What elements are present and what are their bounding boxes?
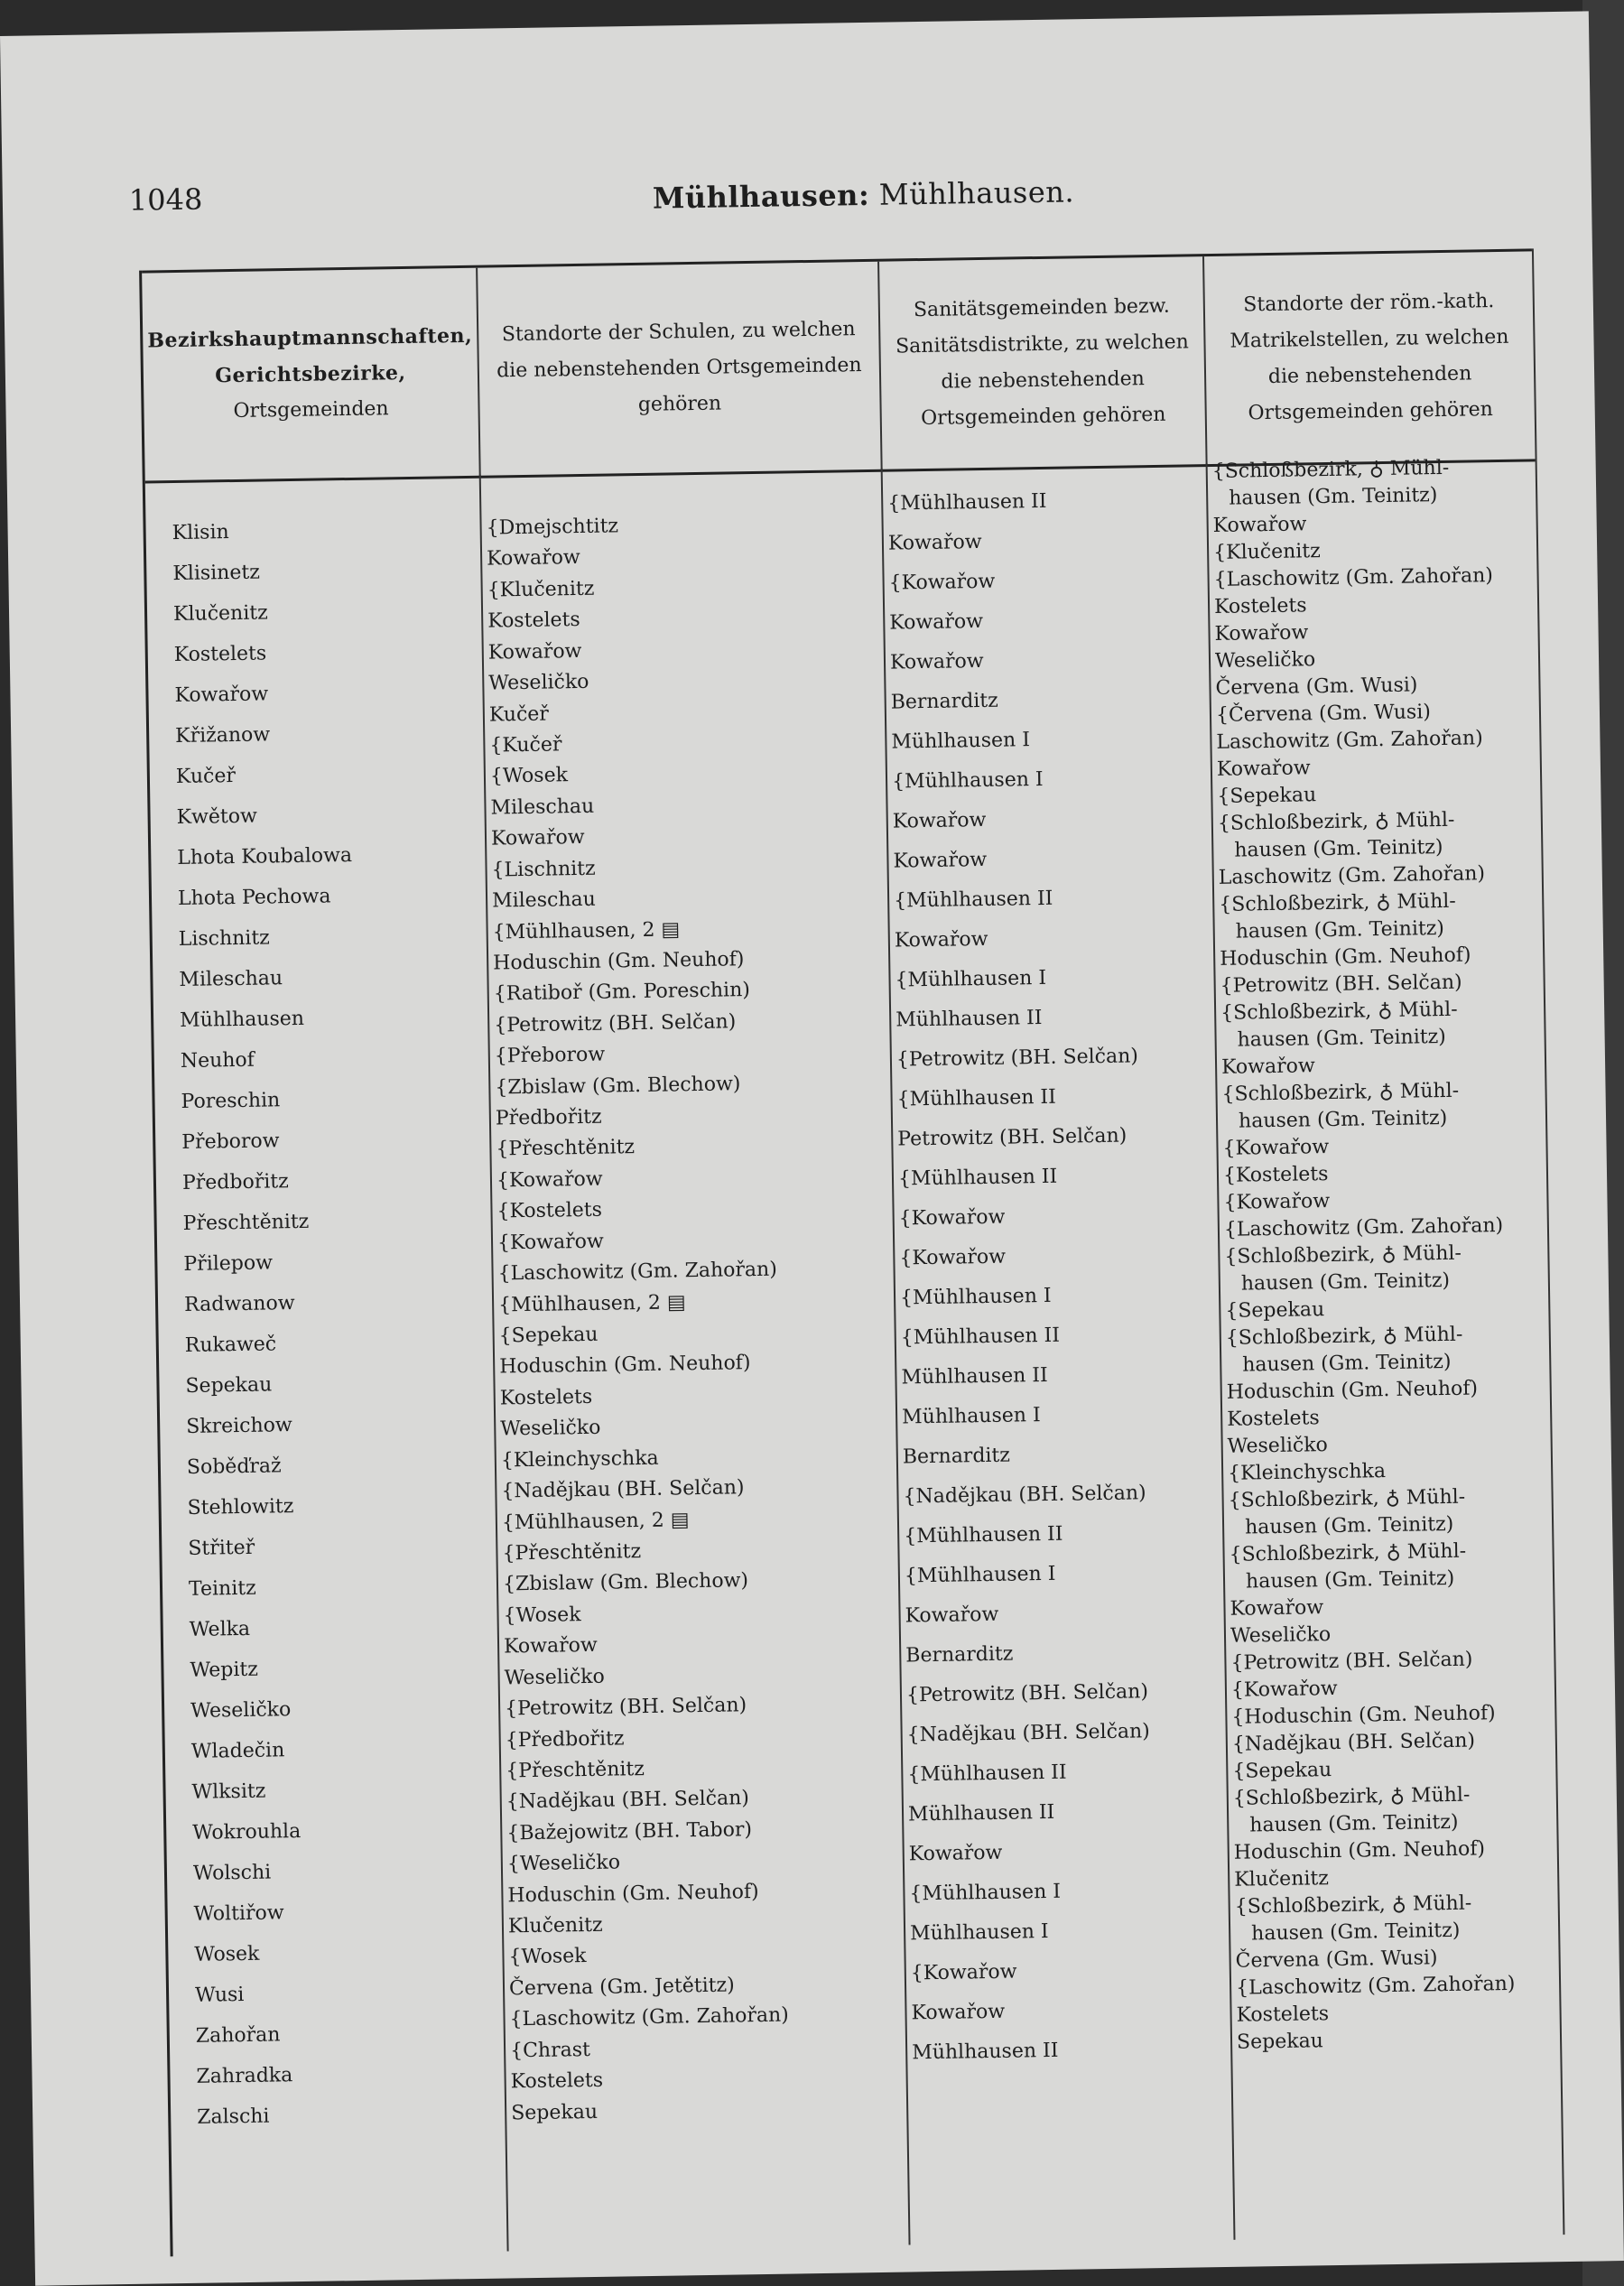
list-item: {Kowařow	[898, 1205, 1006, 1231]
list-item: Zalschi	[197, 2105, 270, 2129]
header-col1-line1: Bezirkshauptmannschaften,	[147, 323, 473, 353]
list-item: {Petrowitz (BH. Selčan)	[1230, 1648, 1473, 1675]
list-item: Kowařow	[486, 546, 580, 572]
list-item: Bernarditz	[902, 1444, 1011, 1469]
list-item: {Kowařow	[1223, 1190, 1331, 1214]
list-item: Kowařow	[1216, 757, 1311, 781]
list-item: Skreichow	[186, 1414, 292, 1438]
list-item: {Wosek	[503, 1603, 581, 1628]
list-item: Teinitz	[188, 1576, 256, 1601]
header-col2: Standorte der Schulen, zu welchen die nebenstehenden Ortsgemeinden gehören	[476, 262, 881, 476]
header-col4: Standorte der röm.-kath. Matrikelstellen, zu welchen die nebenstehenden Ortsgemeinden gehören	[1202, 251, 1536, 464]
list-item: {Kleinchyschka	[500, 1446, 659, 1473]
list-item: hausen (Gm. Teinitz)	[1237, 1025, 1446, 1052]
list-item: Sepekau	[1236, 2030, 1324, 2054]
list-item: {Mühlhausen II	[907, 1761, 1067, 1787]
list-item: Hoduschin (Gm. Neuhof)	[507, 1880, 759, 1908]
list-item: {Kučeř	[489, 733, 562, 757]
list-item: {Laschowitz (Gm. Zahořan)	[1223, 1214, 1504, 1241]
list-item: {Mühlhausen, 2 ▤	[501, 1508, 690, 1535]
list-item: Předbořitz	[495, 1105, 602, 1130]
list-item: Červena (Gm. Jetětitz)	[508, 1974, 735, 2001]
list-item: Wokrouhla	[192, 1820, 302, 1845]
list-item: hausen (Gm. Teinitz)	[1244, 1512, 1454, 1539]
list-item: Kučeř	[488, 702, 550, 727]
list-item: {Lischnitz	[491, 857, 596, 882]
list-item: Kostelets	[1213, 594, 1307, 618]
list-item: {Přeschtěnitz	[506, 1757, 645, 1783]
list-item: Kowařow	[174, 683, 269, 708]
list-item: {Laschowitz (Gm. Zahořan)	[1213, 564, 1494, 591]
list-item: Kowařow	[893, 848, 988, 873]
list-item: Kowařow	[487, 639, 582, 664]
list-item: {Kostelets	[1222, 1163, 1329, 1187]
list-item: Poreschin	[181, 1089, 281, 1113]
list-item: Mühlhausen II	[912, 2039, 1059, 2065]
list-item: Lhota Koubalowa	[177, 843, 353, 870]
list-item: Hoduschin (Gm. Neuhof)	[499, 1352, 751, 1379]
list-item: Neuhof	[180, 1048, 255, 1073]
list-item: Střiteř	[188, 1536, 255, 1560]
header-col1-line3: Ortsgemeinden	[233, 397, 389, 423]
list-item: {Schloßbezirk, ♁ Mühl-	[1219, 889, 1456, 916]
list-item: {Laschowitz (Gm. Zahořan)	[1235, 1972, 1516, 2000]
list-item: Wusi	[194, 1984, 245, 2007]
list-item: {Schloßbezirk, ♁ Mühl-	[1234, 1891, 1472, 1919]
list-item: {Kowařow	[899, 1245, 1007, 1270]
list-item: {Chrast	[509, 2038, 591, 2063]
list-item: {Mühlhausen II	[904, 1522, 1063, 1548]
list-item: Bernarditz	[905, 1642, 1014, 1668]
list-item: {Schloßbezirk, ♁ Mühl-	[1217, 808, 1455, 835]
header-col1-line2: Gerichtsbezirke,	[215, 360, 406, 388]
list-item: {Mühlhausen I	[909, 1880, 1062, 1906]
list-item: hausen (Gm. Teinitz)	[1250, 1919, 1461, 1946]
list-item: {Mühlhausen, 2 ▤	[497, 1290, 686, 1317]
list-item: {Sepekau	[1217, 784, 1317, 808]
list-item: Kowařow	[887, 530, 982, 555]
list-item: Zahořan	[195, 2023, 281, 2048]
list-item: {Mühlhausen II	[887, 489, 1047, 516]
running-head-bold: Mühlhausen:	[652, 177, 870, 216]
list-item: Červena (Gm. Wusi)	[1215, 674, 1418, 700]
list-item: {Nadějkau (BH. Selčan)	[506, 1787, 750, 1814]
list-item: Kostelets	[499, 1385, 593, 1410]
list-item: Kostelets	[1236, 2003, 1330, 2027]
list-item: Laschowitz (Gm. Zahořan)	[1216, 727, 1483, 754]
list-item: {Petrowitz (BH. Selčan)	[1220, 971, 1462, 998]
list-item: {Přeschtěnitz	[496, 1136, 636, 1161]
list-item: Kowařow	[490, 826, 585, 850]
list-item: Kostelets	[173, 642, 267, 667]
list-item: {Petrowitz (BH. Selčan)	[494, 1010, 737, 1037]
list-item: Mühlhausen I	[891, 729, 1031, 754]
list-item: hausen (Gm. Teinitz)	[1240, 1268, 1451, 1296]
list-item: {Schloßbezirk, ♁ Mühl-	[1220, 998, 1458, 1025]
list-item: Mühlhausen II	[896, 1007, 1043, 1032]
list-item: {Kleinchyschka	[1227, 1460, 1387, 1485]
list-item: Hoduschin (Gm. Neuhof)	[1233, 1837, 1486, 1864]
list-item: hausen (Gm. Teinitz)	[1235, 916, 1445, 943]
list-item: Stehlowitz	[187, 1495, 294, 1519]
list-item: Kowařow	[1230, 1596, 1324, 1621]
list-item: Klučenitz	[507, 1913, 603, 1938]
page	[0, 11, 1624, 2285]
list-item: Mühlhausen	[179, 1007, 305, 1033]
list-item: Mileschau	[491, 887, 596, 913]
list-item: {Mühlhausen II	[896, 1085, 1057, 1111]
list-item: {Sepekau	[1232, 1759, 1332, 1783]
list-item: {Nadějkau (BH. Selčan)	[906, 1720, 1150, 1747]
list-item: Weseličko	[1214, 648, 1316, 673]
list-item: Přilepow	[183, 1251, 274, 1276]
list-item: Mühlhausen II	[907, 1800, 1055, 1826]
list-item: Kowařow	[503, 1634, 598, 1659]
list-item: Kučeř	[175, 765, 237, 789]
list-item: Kowařow	[1212, 513, 1307, 537]
list-item: Bernarditz	[890, 689, 998, 714]
page-number: 1048	[128, 181, 203, 218]
list-item: {Mühlhausen, 2 ▤	[492, 917, 681, 944]
list-item: Wlksitz	[191, 1780, 266, 1804]
list-item: Petrowitz (BH. Selčan)	[897, 1124, 1128, 1151]
list-item: hausen (Gm. Teinitz)	[1242, 1350, 1452, 1377]
list-item: {Kowařow	[910, 1960, 1017, 1985]
list-item: Mühlhausen II	[901, 1363, 1048, 1389]
list-item: Klisin	[172, 521, 229, 545]
list-item: {Laschowitz (Gm. Zahořan)	[509, 2003, 789, 2031]
list-item: Radwanow	[183, 1292, 295, 1316]
list-item: Kowařow	[894, 927, 988, 952]
list-item: Rukaweč	[184, 1333, 277, 1357]
list-item: {Sepekau	[498, 1323, 599, 1348]
list-item: Hoduschin (Gm. Neuhof)	[493, 948, 745, 975]
list-item: Kowařow	[889, 609, 984, 635]
list-item: {Klučenitz	[487, 577, 595, 602]
list-item: {Zbislaw (Gm. Blechow)	[495, 1072, 741, 1100]
list-item: Weseličko	[500, 1417, 601, 1441]
list-item: Kowařow	[908, 1841, 1003, 1866]
list-item: Sepekau	[511, 2100, 599, 2124]
list-item: Kowařow	[911, 2000, 1006, 2025]
list-item: Weseličko	[504, 1665, 605, 1690]
list-item: {Petrowitz (BH. Selčan)	[504, 1694, 747, 1721]
list-item: Kowařow	[1214, 621, 1309, 646]
list-item: {Schloßbezirk, ♁ Mühl-	[1221, 1079, 1460, 1106]
list-item: Soběďraž	[186, 1454, 282, 1479]
list-item: hausen (Gm. Teinitz)	[1229, 484, 1438, 510]
list-item: Kostelets	[1227, 1407, 1320, 1431]
list-item: {Hoduschin (Gm. Neuhof)	[1231, 1702, 1496, 1729]
list-item: Wepitz	[190, 1658, 259, 1682]
list-item: Kostelets	[487, 609, 580, 633]
list-item: {Přeschtěnitz	[502, 1540, 642, 1566]
list-item: {Wosek	[489, 764, 569, 788]
list-item: {Mühlhausen II	[897, 1165, 1058, 1191]
list-item: {Ratiboř (Gm. Poreschin)	[493, 979, 751, 1006]
list-item: Klučenitz	[1234, 1867, 1330, 1891]
list-item: {Mühlhausen I	[895, 966, 1047, 992]
list-item: Wolschi	[192, 1861, 272, 1885]
list-item: Kowařow	[892, 808, 987, 833]
list-item: Weseličko	[488, 670, 589, 695]
list-item: Sepekau	[185, 1373, 273, 1398]
list-item: Wladečin	[190, 1739, 285, 1763]
list-item: {Červena (Gm. Wusi)	[1215, 701, 1432, 727]
list-item: Lischnitz	[178, 926, 270, 952]
list-item: {Předbořitz	[505, 1726, 625, 1752]
list-item: {Petrowitz (BH. Selčan)	[896, 1045, 1139, 1072]
list-item: {Kowařow	[888, 570, 996, 595]
list-item: Mileschau	[179, 967, 283, 992]
running-head-normal: Mühlhausen.	[878, 174, 1075, 212]
list-item: {Dmejschtitz	[486, 515, 619, 540]
list-item: Wosek	[194, 1942, 260, 1966]
list-item: {Laschowitz (Gm. Zahořan)	[497, 1258, 778, 1286]
list-item: Hoduschin (Gm. Neuhof)	[1226, 1377, 1479, 1404]
list-item: {Kowařow	[496, 1230, 604, 1255]
list-item: {Mühlhausen II	[900, 1324, 1061, 1350]
list-item: {Schloßbezirk, ♁ Mühl-	[1229, 1539, 1467, 1566]
list-item: Přeborow	[181, 1129, 280, 1154]
list-item: Kowařow	[1220, 1055, 1315, 1079]
list-item: Přeschtěnitz	[182, 1210, 310, 1235]
list-item: Křižanow	[175, 723, 271, 748]
list-item: {Petrowitz (BH. Selčan)	[905, 1680, 1149, 1707]
list-item: {Mühlhausen II	[893, 887, 1053, 913]
list-item: {Bažejowitz (BH. Tabor)	[506, 1817, 753, 1845]
list-item: {Schloßbezirk, ♁ Mühl-	[1225, 1323, 1463, 1350]
running-head	[653, 174, 1075, 215]
list-item: Mühlhausen I	[901, 1404, 1041, 1429]
list-item: {Klučenitz	[1212, 540, 1321, 564]
list-item: Kostelets	[510, 2068, 604, 2094]
list-item: Weseličko	[1230, 1623, 1332, 1648]
list-item: {Nadějkau (BH. Selčan)	[1231, 1729, 1476, 1756]
list-item: hausen (Gm. Teinitz)	[1249, 1810, 1459, 1837]
list-item: Kowařow	[905, 1603, 999, 1628]
list-item: Lhota Pechowa	[177, 885, 331, 911]
list-item: {Přeborow	[494, 1043, 606, 1068]
list-item: Weseličko	[190, 1698, 292, 1723]
list-item: Červena (Gm. Wusi)	[1235, 1947, 1438, 1973]
list-item: Kwětow	[176, 804, 258, 830]
list-item: Kowařow	[889, 649, 984, 674]
list-item: {Wosek	[508, 1945, 587, 1969]
list-item: Klisinetz	[172, 561, 261, 586]
list-item: Předbořitz	[181, 1170, 289, 1194]
list-item: {Mühlhausen I	[891, 767, 1044, 794]
list-item: {Kowařow	[496, 1167, 603, 1193]
header-col1	[142, 268, 479, 481]
list-item: {Schloßbezirk, ♁ Mühl-	[1228, 1485, 1466, 1512]
list-item: {Zbislaw (Gm. Blechow)	[502, 1569, 749, 1596]
list-item: Mileschau	[490, 795, 595, 820]
list-item: {Weseličko	[506, 1851, 621, 1876]
list-item: Zahradka	[196, 2064, 293, 2088]
list-item: Woltiřow	[193, 1901, 284, 1926]
list-item: {Mühlhausen I	[904, 1562, 1056, 1588]
list-item: {Mühlhausen I	[899, 1284, 1052, 1310]
list-item: Welka	[189, 1617, 251, 1641]
list-item: {Nadějkau (BH. Selčan)	[903, 1482, 1146, 1509]
list-item: Laschowitz (Gm. Zahořan)	[1218, 862, 1486, 889]
list-item: hausen (Gm. Teinitz)	[1234, 836, 1443, 862]
list-item: {Kowařow	[1230, 1677, 1338, 1702]
list-item: Weseličko	[1227, 1434, 1329, 1458]
list-item: {Schloßbezirk, ♁ Mühl-	[1224, 1241, 1462, 1268]
list-item: Hoduschin (Gm. Neuhof)	[1220, 943, 1471, 971]
list-item: hausen (Gm. Teinitz)	[1238, 1106, 1448, 1133]
list-item: Klučenitz	[172, 601, 268, 627]
list-item: hausen (Gm. Teinitz)	[1245, 1566, 1455, 1594]
list-item: {Nadějkau (BH. Selčan)	[501, 1476, 745, 1503]
list-item: {Schloßbezirk, ♁ Mühl-	[1232, 1783, 1471, 1810]
list-item: {Schloßbezirk, ♁ Mühl-	[1211, 456, 1450, 483]
list-item: {Kowařow	[1222, 1136, 1330, 1160]
header-col3: Sanitätsgemeinden bezw. Sanitätsdistrikte, zu welchen die nebenstehenden Ortsgemeinden gehören	[877, 256, 1206, 469]
list-item: Mühlhausen I	[909, 1920, 1049, 1946]
table-header	[142, 248, 1536, 483]
list-item: {Sepekau	[1225, 1298, 1325, 1323]
list-item: {Kostelets	[496, 1198, 603, 1223]
